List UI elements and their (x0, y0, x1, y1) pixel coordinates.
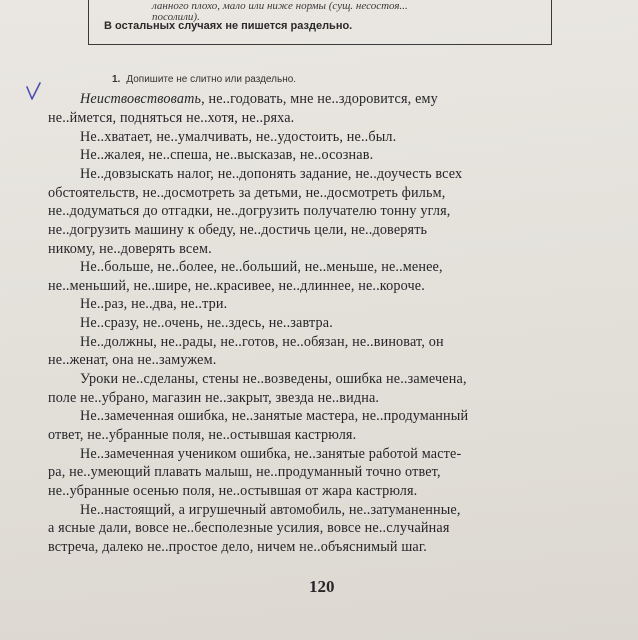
task-heading (112, 74, 296, 85)
text-line: Не..хватает, не..умалчивать, не..удостоить, не..был. (80, 129, 397, 145)
text-line: обстоятельств, не..досмотреть за детьми, не..досмотреть фильм, (48, 185, 446, 201)
text-line: Не..должны, не..рады, не..готов, не..обязан, не..виноват, он (80, 334, 444, 350)
text-line: Не..больше, не..более, не..больший, не..меньше, не..менее, (80, 259, 443, 275)
rule-box-line-1: ланного плохо, мало или ниже нормы (сущ. несостоя... (152, 0, 408, 12)
example-word: Неиствовствовать (80, 91, 202, 107)
text-line: поле не..убрано, магазин не..закрыт, звезда не..видна. (48, 390, 380, 406)
text-line: Не..настоящий, а игрушечный автомобиль, не..затуманенные, (80, 502, 461, 518)
text-line: Не..замеченная учеником ошибка, не..занятые работой масте- (80, 446, 462, 462)
text-line: Не..жалея, не..спеша, не..высказав, не..осознав. (80, 147, 374, 163)
task-number: 1. (112, 74, 121, 85)
task-instruction: Допишите не слитно или раздельно. (126, 74, 297, 85)
text-line: никому, не..доверять всем. (48, 241, 212, 257)
text-line: не..додуматься до отгадки, не..догрузить получателю тонну угля, (48, 203, 451, 219)
text-line: не..женат, она не..замужем. (48, 352, 217, 368)
text-line: ра, не..умеющий плавать малыш, не..продуманный точно ответ, (48, 464, 441, 480)
rule-box-line-3: В остальных случаях не пишется раздельно. (104, 20, 353, 32)
text-line: Уроки не..сделаны, стены не..возведены, ошибка не..замечена, (80, 371, 467, 387)
page-number: 120 (309, 577, 335, 596)
text-line: а ясные дали, вовсе не..бесполезные усилия, вовсе не..случайная (48, 520, 450, 536)
text-line: встреча, далеко не..простое дело, ничем не..объяснимый шаг. (48, 539, 427, 555)
text-line: не..убранные осенью поля, не..остывшая от жара кастрюля. (48, 483, 418, 499)
text-line: ответ, не..убранные поля, не..остывшая кастрюля. (48, 427, 357, 443)
text-line: не..меньший, не..шире, не..красивее, не..длиннее, не..короче. (48, 278, 425, 294)
rule-box-line-2: посолили). (152, 11, 200, 23)
text-line: не..ймется, подняться не..хотя, не..ряха. (48, 110, 295, 126)
text-line: Не..довзыскать налог, не..допонять задание, не..доучесть всех (80, 166, 463, 182)
checkmark-icon (26, 82, 42, 102)
text-line: Неиствовствовать, не..годовать, мне не..здоровится, ему (80, 91, 438, 107)
text-line: Не..раз, не..два, не..три. (80, 296, 228, 312)
text-line: Не..замеченная ошибка, не..занятые мастера, не..продуманный (80, 408, 469, 424)
text-line: Не..сразу, не..очень, не..здесь, не..завтра. (80, 315, 333, 331)
text-line: не..догрузить машину к обеду, не..достичь цели, не..доверять (48, 222, 428, 238)
